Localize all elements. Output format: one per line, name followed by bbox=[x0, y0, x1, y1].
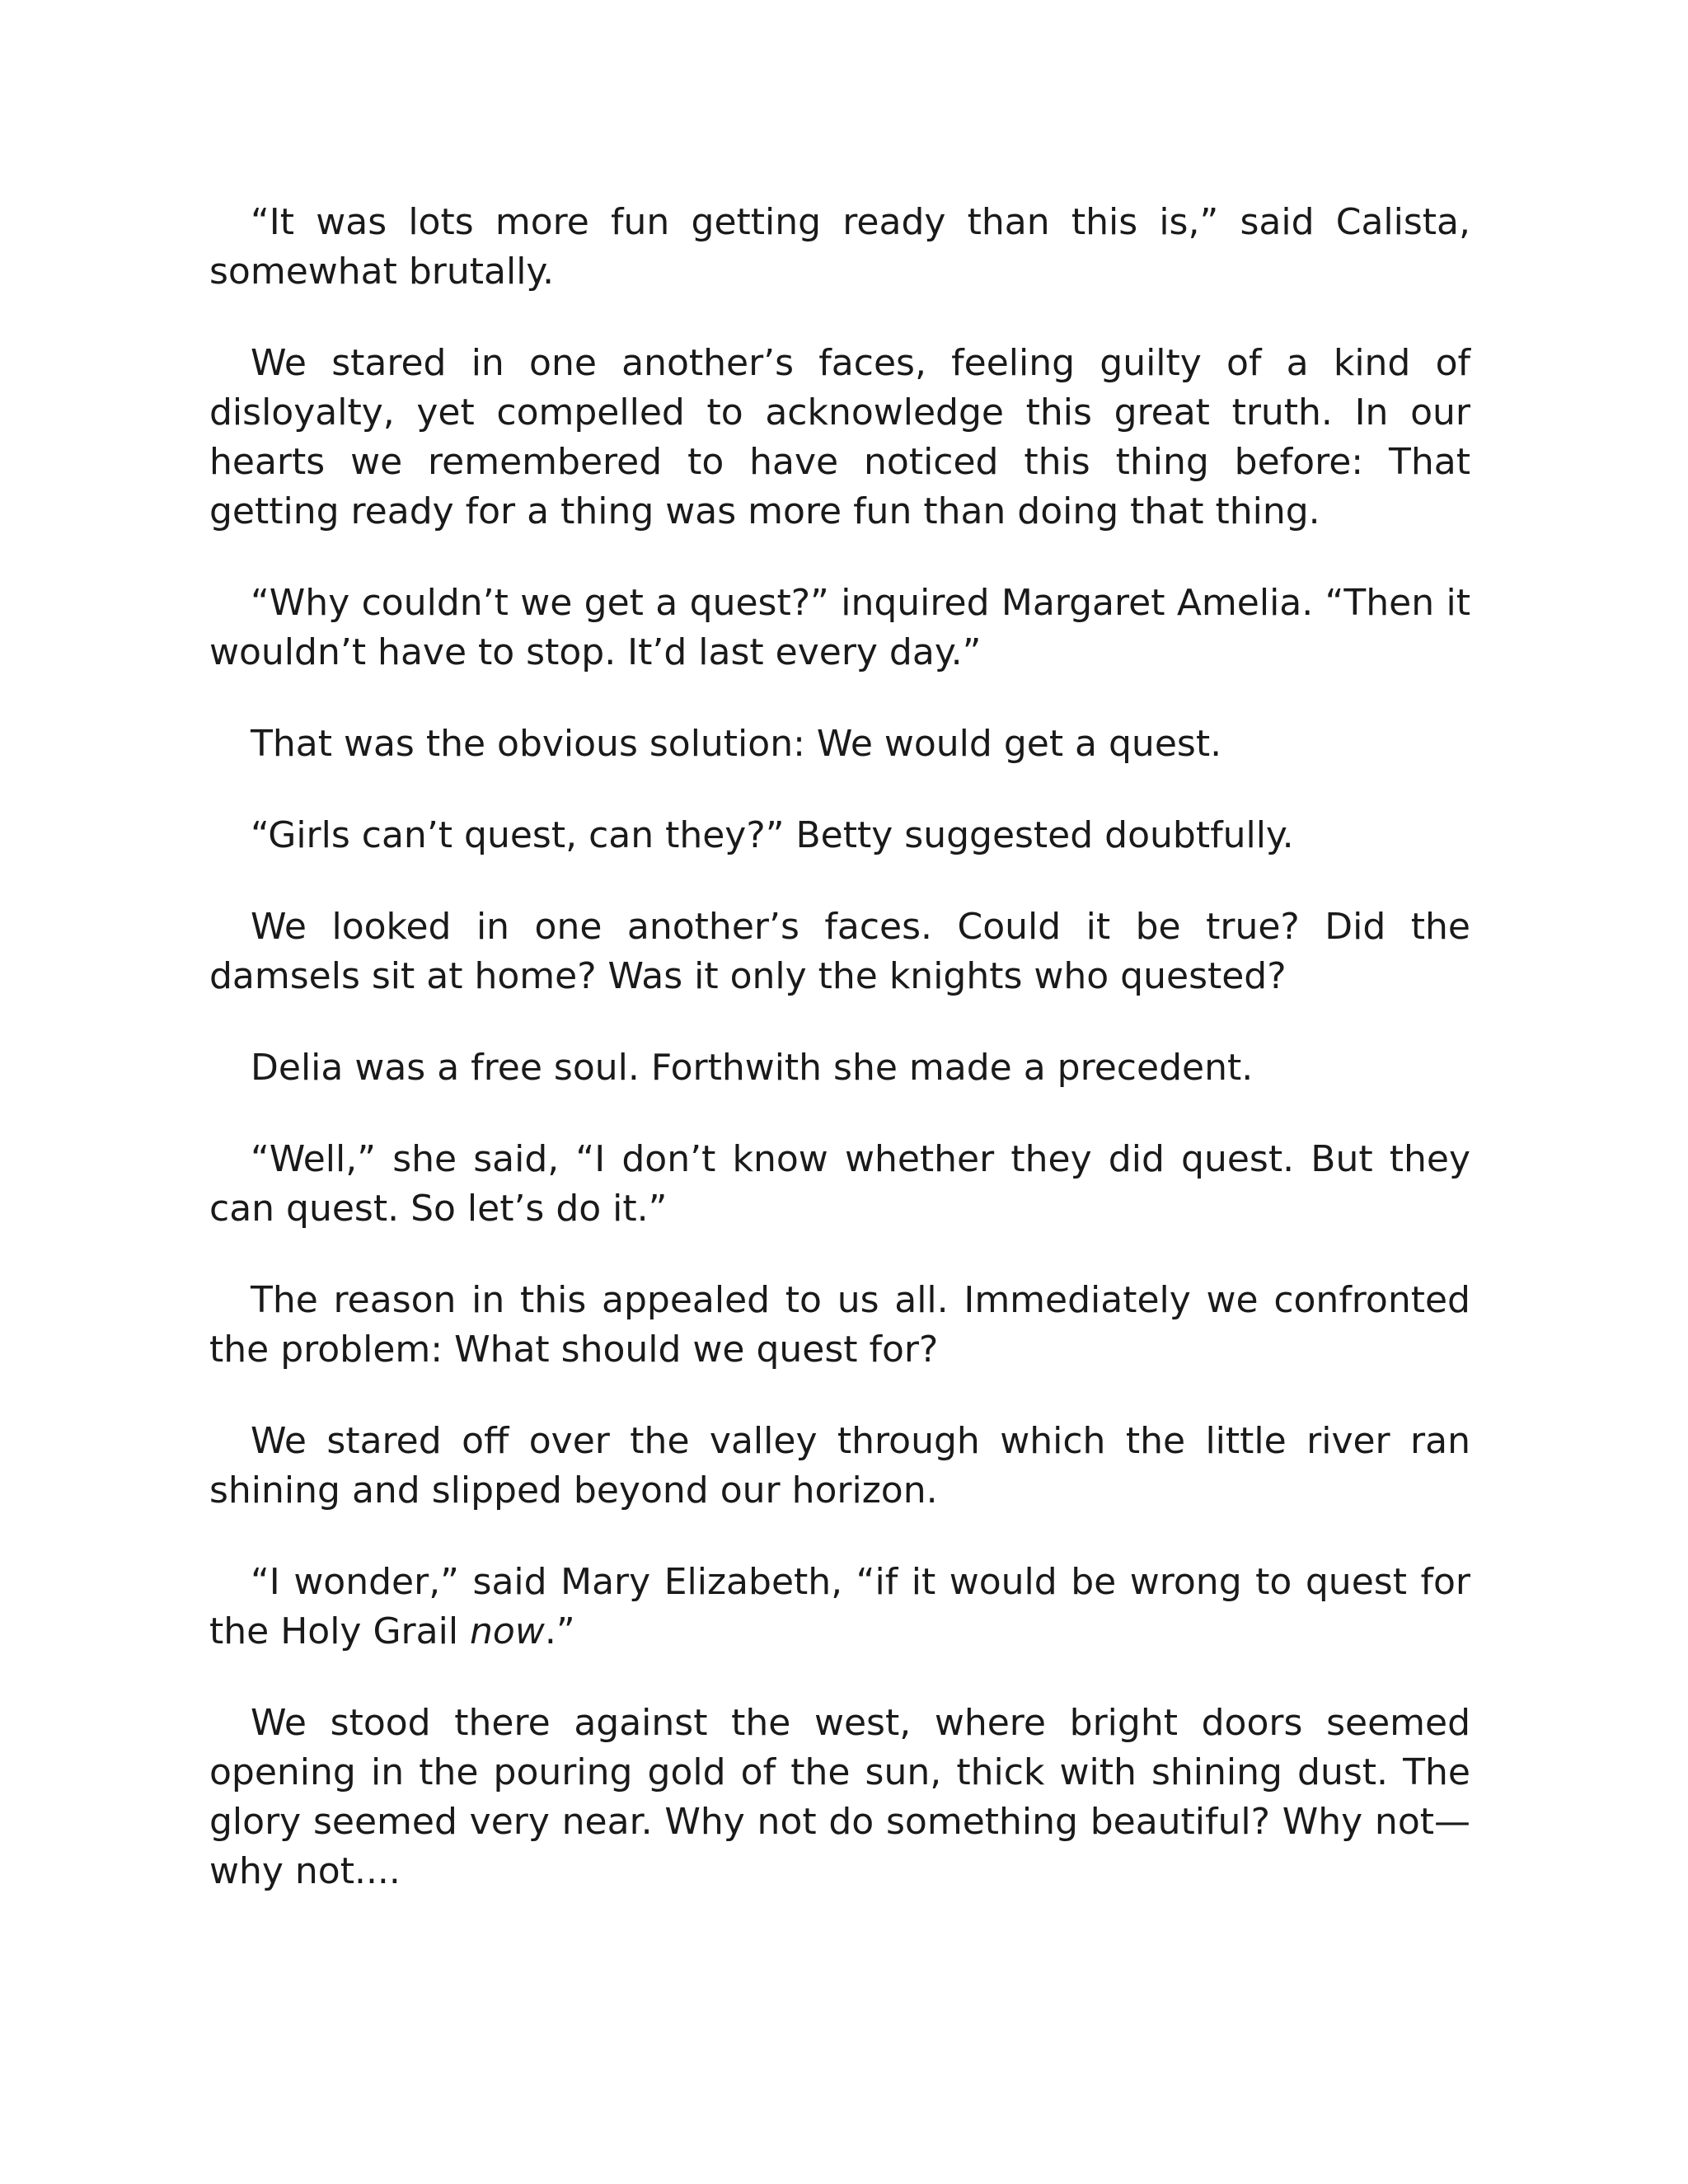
paragraph: Delia was a free soul. Forthwith she made a precedent. bbox=[251, 1047, 1254, 1089]
paragraph: “Well,” she said, “I don’t know whether they did quest. But they can quest. So let’s do it.” bbox=[209, 1138, 1470, 1230]
paragraph: We stared off over the valley through which the little river ran shining and slipped beyond our horizon. bbox=[209, 1420, 1470, 1511]
paragraph: “Why couldn’t we get a quest?” inquired Margaret Amelia. “Then it wouldn’t have to stop. It’d last every day.” bbox=[209, 582, 1470, 673]
paragraph: “It was lots more fun getting ready than this is,” said Calista, somewhat brutally. bbox=[209, 201, 1470, 293]
body-text bbox=[209, 198, 1470, 1896]
paragraph: “Girls can’t quest, can they?” Betty suggested doubtfully. bbox=[251, 814, 1294, 856]
paragraph-with-emphasis bbox=[209, 1558, 1470, 1657]
paragraph: The reason in this appealed to us all. Immediately we confronted the problem: What should we quest for? bbox=[209, 1279, 1470, 1371]
paragraph-text-start: “I wonder,” said Mary Elizabeth, “if it would be wrong to quest for the Holy Grail bbox=[209, 1561, 1470, 1652]
emphasized-word: now bbox=[470, 1610, 545, 1652]
paragraph: We stared in one another’s faces, feeling guilty of a kind of disloyalty, yet compelled to acknowledge this great truth. In our hearts we remembered to have noticed this thing before: That getting ready for a thing was more fun than doing that thing. bbox=[209, 342, 1470, 532]
paragraph-text-end: .” bbox=[544, 1610, 575, 1652]
paragraph: We looked in one another’s faces. Could it be true? Did the damsels sit at home? Was it only the knights who quested? bbox=[209, 906, 1470, 997]
paragraph: That was the obvious solution: We would get a quest. bbox=[251, 723, 1222, 765]
paragraph: We stood there against the west, where bright doors seemed opening in the pouring gold of the sun, thick with shining dust. The glory seemed very near. Why not do something beautiful? Why not—why not.... bbox=[209, 1702, 1470, 1892]
